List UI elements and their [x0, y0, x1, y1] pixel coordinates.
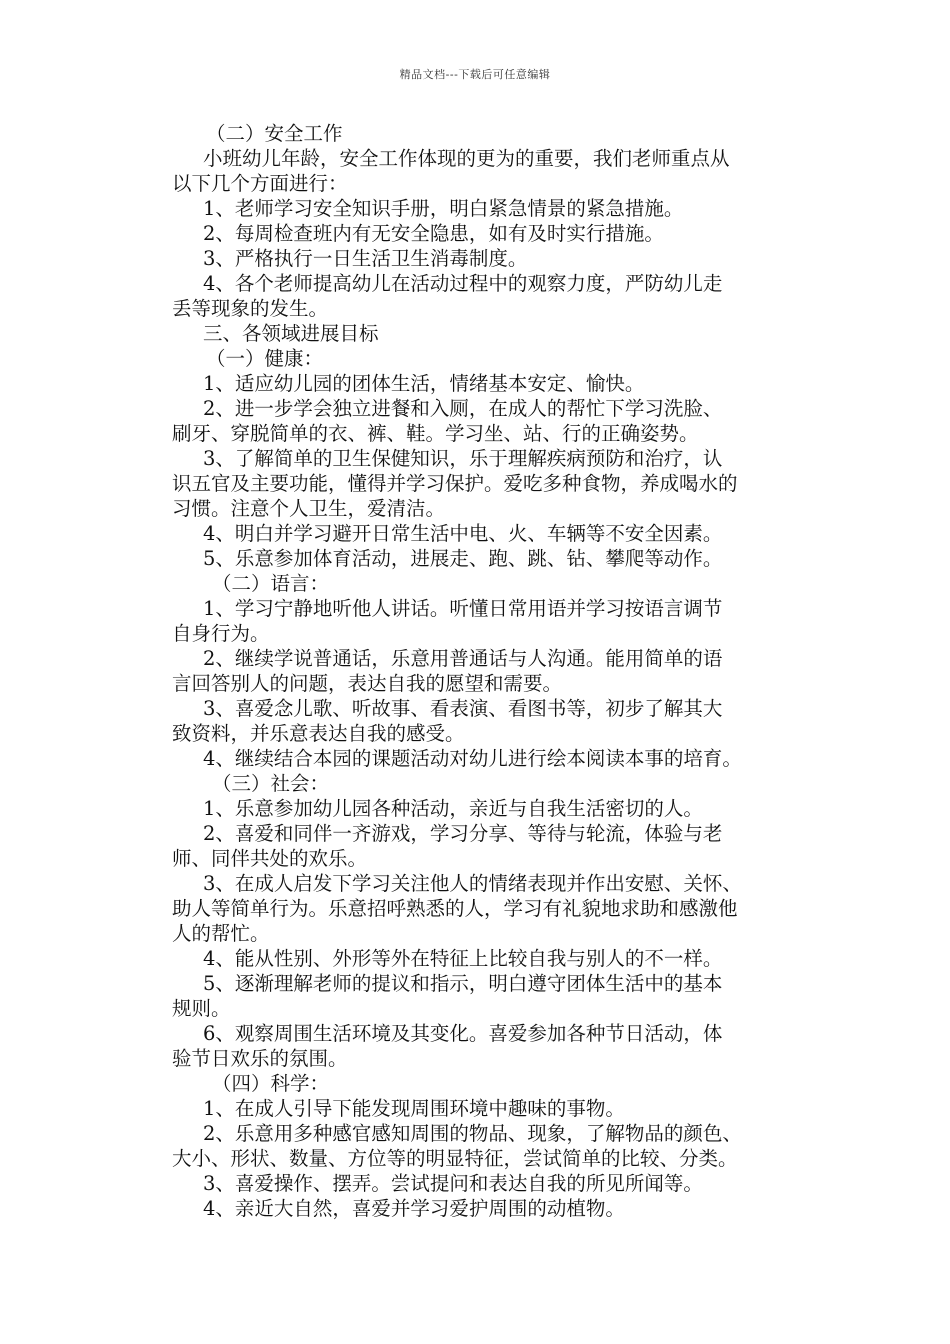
paragraph-line: 丢等现象的发生。 — [172, 297, 329, 320]
list-item: 1、在成人引导下能发现周围环境中趣味的事物。 — [203, 1097, 625, 1120]
subsection-heading: （一）健康： — [206, 347, 324, 370]
list-item: 2、进一步学会独立进餐和入厕，在成人的帮忙下学习洗脸、 — [203, 397, 723, 420]
paragraph-line: 以下几个方面进行： — [172, 172, 348, 195]
list-item: 3、严格执行一日生活卫生消毒制度。 — [203, 247, 528, 270]
list-item: 5、逐渐理解老师的提议和指示，明白遵守团体生活中的基本 — [203, 972, 723, 995]
list-item: 1、乐意参加幼儿园各种活动，亲近与自我生活密切的人。 — [203, 797, 703, 820]
paragraph-line: 规则。 — [172, 997, 231, 1020]
paragraph-line: 验节日欢乐的氛围。 — [172, 1047, 348, 1070]
list-item: 3、在成人启发下学习关注他人的情绪表现并作出安慰、关怀、 — [203, 872, 742, 895]
list-item: 1、适应幼儿园的团体生活，情绪基本安定、愉快。 — [203, 372, 645, 395]
list-item: 6、观察周围生活环境及其变化。喜爱参加各种节日活动，体 — [203, 1022, 723, 1045]
paragraph-line: 人的帮忙。 — [172, 922, 270, 945]
paragraph-line: 自身行为。 — [172, 622, 270, 645]
list-item: 4、继续结合本园的课题活动对幼儿进行绘本阅读本事的培育。 — [203, 747, 742, 770]
paragraph-line: 言回答别人的问题，表达自我的愿望和需要。 — [172, 672, 563, 695]
paragraph-line: 助人等简单行为。乐意招呼熟悉的人，学习有礼貌地求助和感激他 — [172, 897, 738, 920]
list-item: 4、能从性别、外形等外在特征上比较自我与别人的不一样。 — [203, 947, 723, 970]
list-item: 3、喜爱操作、摆弄。尝试提问和表达自我的所见所闻等。 — [203, 1172, 703, 1195]
paragraph-line: 大小、形状、数量、方位等的明显特征，尝试简单的比较、分类。 — [172, 1147, 738, 1170]
section-heading: （二）安全工作 — [206, 122, 343, 145]
list-item: 5、乐意参加体育活动，进展走、跑、跳、钻、攀爬等动作。 — [203, 547, 723, 570]
list-item: 4、亲近大自然，喜爱并学习爱护周围的动植物。 — [203, 1197, 625, 1220]
document-body — [172, 121, 812, 1221]
list-item: 2、继续学说普通话，乐意用普通话与人沟通。能用简单的语 — [203, 647, 723, 670]
list-item: 1、老师学习安全知识手册，明白紧急情景的紧急措施。 — [203, 197, 684, 220]
paragraph-line: 致资料，并乐意表达自我的感受。 — [172, 722, 465, 745]
list-item: 2、乐意用多种感官感知周围的物品、现象，了解物品的颜色、 — [203, 1122, 742, 1145]
section-heading: 三、各领域进展目标 — [203, 322, 379, 345]
subsection-heading: （四）科学： — [212, 1072, 330, 1095]
subsection-heading: （三）社会： — [212, 772, 330, 795]
paragraph-line: 习惯。注意个人卫生，爱清洁。 — [172, 497, 446, 520]
list-item: 3、了解简单的卫生保健知识，乐于理解疾病预防和治疗，认 — [203, 447, 723, 470]
paragraph-line: 小班幼儿年龄，安全工作体现的更为的重要，我们老师重点从 — [203, 147, 730, 170]
list-item: 3、喜爱念儿歌、听故事、看表演、看图书等，初步了解其大 — [203, 697, 723, 720]
list-item: 4、各个老师提高幼儿在活动过程中的观察力度，严防幼儿走 — [203, 272, 723, 295]
paragraph-line: 师、同伴共处的欢乐。 — [172, 847, 368, 870]
list-item: 4、明白并学习避开日常生活中电、火、车辆等不安全因素。 — [203, 522, 723, 545]
list-item: 1、学习宁静地听他人讲话。听懂日常用语并学习按语言调节 — [203, 597, 723, 620]
page-header: 精品文档---下载后可任意编辑 — [399, 68, 551, 81]
paragraph-line: 刷牙、穿脱简单的衣、裤、鞋。学习坐、站、行的正确姿势。 — [172, 422, 699, 445]
subsection-heading: （二）语言： — [212, 572, 330, 595]
list-item: 2、喜爱和同伴一齐游戏，学习分享、等待与轮流，体验与老 — [203, 822, 723, 845]
paragraph-line: 识五官及主要功能，懂得并学习保护。爱吃多种食物，养成喝水的 — [172, 472, 738, 495]
list-item: 2、每周检查班内有无安全隐患，如有及时实行措施。 — [203, 222, 664, 245]
